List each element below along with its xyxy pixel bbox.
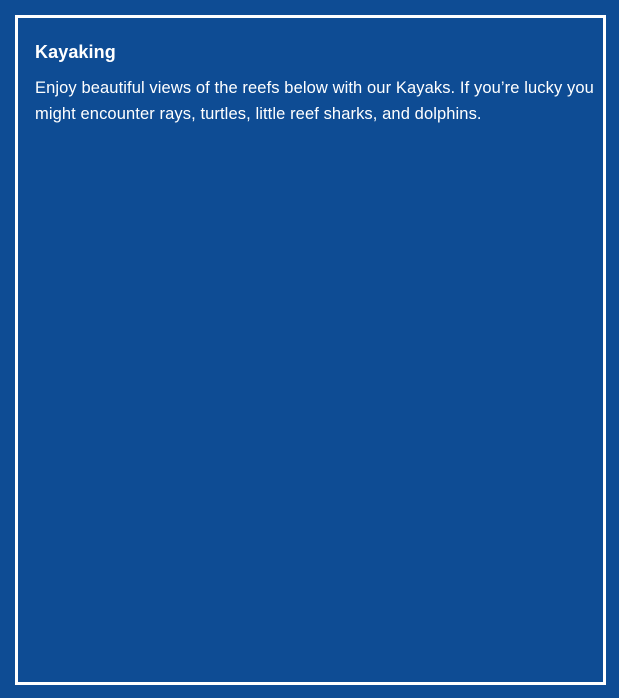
activity-card (15, 15, 606, 685)
card-title: Kayaking (35, 42, 116, 62)
card-description: Enjoy beautiful views of the reefs below with our Kayaks. If you’re lucky you might encounter rays, turtles, little reef sharks, and dolphins. (35, 79, 594, 123)
